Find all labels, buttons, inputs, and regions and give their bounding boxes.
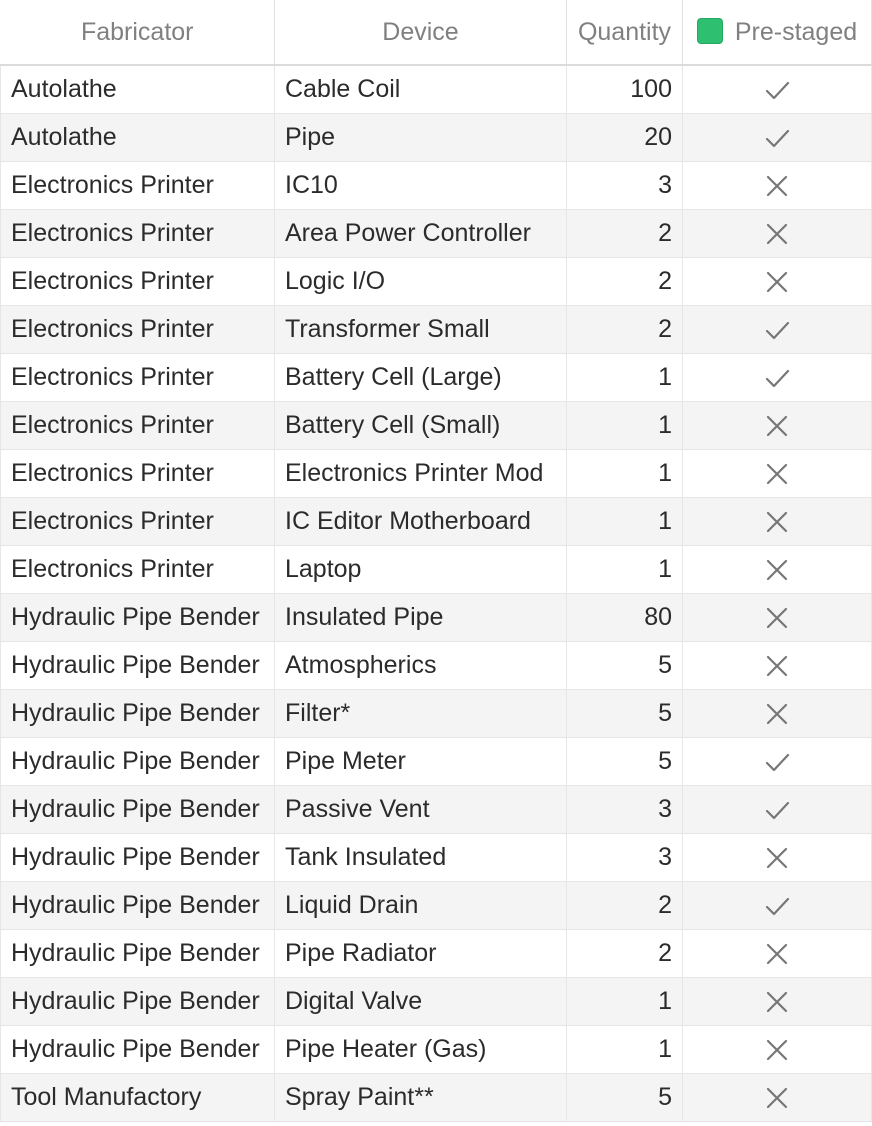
cell-device: Insulated Pipe (275, 594, 567, 642)
cross-icon (763, 220, 791, 248)
cross-icon (763, 988, 791, 1016)
cell-fabricator: Hydraulic Pipe Bender (1, 738, 275, 786)
cell-device: Area Power Controller (275, 210, 567, 258)
cell-fabricator: Electronics Printer (1, 498, 275, 546)
cell-device: Atmospherics (275, 642, 567, 690)
cell-prestaged (683, 162, 872, 210)
table-row[interactable] (1, 738, 872, 786)
cell-prestaged (683, 1026, 872, 1074)
cross-icon (763, 268, 791, 296)
cell-prestaged (683, 498, 872, 546)
cell-quantity: 80 (567, 594, 683, 642)
cell-quantity: 2 (567, 258, 683, 306)
cell-fabricator: Hydraulic Pipe Bender (1, 882, 275, 930)
cell-quantity: 1 (567, 402, 683, 450)
cell-prestaged (683, 738, 872, 786)
cell-device: Electronics Printer Mod (275, 450, 567, 498)
table-row[interactable] (1, 930, 872, 978)
cell-prestaged (683, 306, 872, 354)
cell-prestaged (683, 690, 872, 738)
cell-prestaged (683, 114, 872, 162)
cell-quantity: 5 (567, 1074, 683, 1122)
cell-prestaged (683, 642, 872, 690)
cell-device: Pipe Meter (275, 738, 567, 786)
cell-fabricator: Electronics Printer (1, 210, 275, 258)
column-header-prestaged-label: Pre-staged (734, 17, 858, 46)
cross-icon (763, 508, 791, 536)
cell-fabricator: Electronics Printer (1, 546, 275, 594)
cell-device: IC10 (275, 162, 567, 210)
table-row[interactable] (1, 258, 872, 306)
table-row[interactable] (1, 594, 872, 642)
cell-prestaged (683, 546, 872, 594)
table-row[interactable] (1, 1074, 872, 1122)
checkmark-icon (763, 76, 791, 104)
cell-fabricator: Electronics Printer (1, 162, 275, 210)
cell-quantity: 1 (567, 1026, 683, 1074)
cross-icon (763, 412, 791, 440)
cell-device: Pipe Heater (Gas) (275, 1026, 567, 1074)
cross-icon (763, 1036, 791, 1064)
table-row[interactable] (1, 1026, 872, 1074)
table-row[interactable] (1, 210, 872, 258)
table-row[interactable] (1, 306, 872, 354)
cell-quantity: 1 (567, 354, 683, 402)
cell-device: Battery Cell (Large) (275, 354, 567, 402)
table-row[interactable] (1, 354, 872, 402)
cell-fabricator: Hydraulic Pipe Bender (1, 690, 275, 738)
cell-fabricator: Tool Manufactory (1, 1074, 275, 1122)
cell-device: Spray Paint** (275, 1074, 567, 1122)
cell-quantity: 1 (567, 978, 683, 1026)
checkmark-icon (763, 748, 791, 776)
cell-quantity: 5 (567, 738, 683, 786)
cell-device: IC Editor Motherboard (275, 498, 567, 546)
table-row[interactable] (1, 162, 872, 210)
checkmark-icon (763, 892, 791, 920)
cell-fabricator: Hydraulic Pipe Bender (1, 642, 275, 690)
cell-device: Filter* (275, 690, 567, 738)
cell-fabricator: Hydraulic Pipe Bender (1, 834, 275, 882)
cell-device: Transformer Small (275, 306, 567, 354)
cross-icon (763, 940, 791, 968)
cell-prestaged (683, 210, 872, 258)
cell-prestaged (683, 882, 872, 930)
cell-prestaged (683, 354, 872, 402)
cell-fabricator: Autolathe (1, 65, 275, 114)
cell-prestaged (683, 1074, 872, 1122)
table-row[interactable] (1, 834, 872, 882)
cell-prestaged (683, 258, 872, 306)
cell-quantity: 1 (567, 498, 683, 546)
cell-fabricator: Hydraulic Pipe Bender (1, 594, 275, 642)
cell-fabricator: Electronics Printer (1, 258, 275, 306)
cross-icon (763, 460, 791, 488)
table-row[interactable] (1, 65, 872, 114)
cell-quantity: 5 (567, 642, 683, 690)
table-row[interactable] (1, 786, 872, 834)
column-header-device[interactable]: Device (275, 0, 567, 65)
cell-fabricator: Hydraulic Pipe Bender (1, 930, 275, 978)
table-row[interactable] (1, 450, 872, 498)
cell-fabricator: Hydraulic Pipe Bender (1, 1026, 275, 1074)
checkmark-icon (763, 364, 791, 392)
cell-prestaged (683, 978, 872, 1026)
cell-prestaged (683, 65, 872, 114)
checkmark-icon (763, 796, 791, 824)
cell-fabricator: Electronics Printer (1, 402, 275, 450)
cell-fabricator: Autolathe (1, 114, 275, 162)
cell-device: Passive Vent (275, 786, 567, 834)
table-row[interactable] (1, 498, 872, 546)
cell-prestaged (683, 594, 872, 642)
cell-device: Battery Cell (Small) (275, 402, 567, 450)
cross-icon (763, 700, 791, 728)
cell-device: Pipe Radiator (275, 930, 567, 978)
cell-fabricator: Electronics Printer (1, 354, 275, 402)
cell-device: Logic I/O (275, 258, 567, 306)
cell-device: Pipe (275, 114, 567, 162)
table-row[interactable] (1, 978, 872, 1026)
cell-device: Tank Insulated (275, 834, 567, 882)
cell-quantity: 2 (567, 210, 683, 258)
cross-icon (763, 844, 791, 872)
cell-device: Liquid Drain (275, 882, 567, 930)
cell-quantity: 5 (567, 690, 683, 738)
checkmark-icon (763, 316, 791, 344)
column-header-fabricator[interactable]: Fabricator (1, 0, 275, 65)
table-row[interactable] (1, 642, 872, 690)
cell-quantity: 3 (567, 786, 683, 834)
cross-icon (763, 604, 791, 632)
cell-quantity: 1 (567, 546, 683, 594)
cell-quantity: 2 (567, 930, 683, 978)
cell-quantity: 2 (567, 306, 683, 354)
table-row[interactable] (1, 114, 872, 162)
cell-fabricator: Hydraulic Pipe Bender (1, 978, 275, 1026)
cell-quantity: 100 (567, 65, 683, 114)
cell-prestaged (683, 450, 872, 498)
column-header-prestaged[interactable] (683, 0, 872, 65)
cell-fabricator: Hydraulic Pipe Bender (1, 786, 275, 834)
table-row[interactable] (1, 546, 872, 594)
green-square-icon (697, 18, 723, 44)
cross-icon (763, 556, 791, 584)
cell-quantity: 2 (567, 882, 683, 930)
cell-fabricator: Electronics Printer (1, 306, 275, 354)
cell-prestaged (683, 930, 872, 978)
cross-icon (763, 652, 791, 680)
cell-quantity: 3 (567, 162, 683, 210)
cell-quantity: 20 (567, 114, 683, 162)
table-body (1, 65, 872, 1122)
cell-device: Cable Coil (275, 65, 567, 114)
cell-quantity: 1 (567, 450, 683, 498)
cell-fabricator: Electronics Printer (1, 450, 275, 498)
column-header-quantity[interactable]: Quantity (567, 0, 683, 65)
cell-device: Laptop (275, 546, 567, 594)
cell-prestaged (683, 402, 872, 450)
table-header (1, 0, 872, 65)
table-row[interactable] (1, 402, 872, 450)
table-row[interactable] (1, 882, 872, 930)
cross-icon (763, 172, 791, 200)
cell-prestaged (683, 786, 872, 834)
cell-quantity: 3 (567, 834, 683, 882)
cell-prestaged (683, 834, 872, 882)
checkmark-icon (763, 124, 791, 152)
cross-icon (763, 1084, 791, 1112)
table-row[interactable] (1, 690, 872, 738)
cell-device: Digital Valve (275, 978, 567, 1026)
